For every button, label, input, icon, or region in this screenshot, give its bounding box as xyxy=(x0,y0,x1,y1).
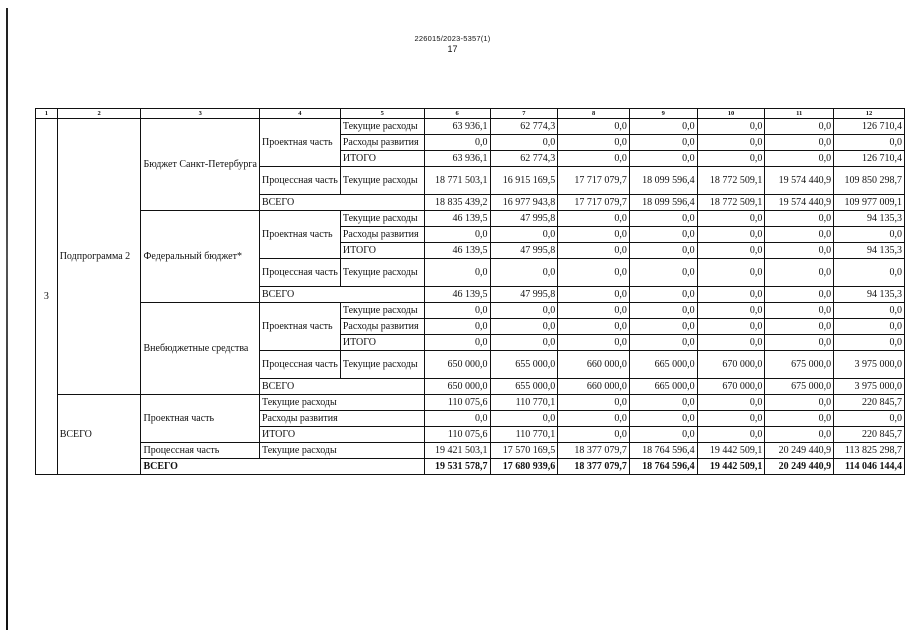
value-cell: 16 915 169,5 xyxy=(490,167,558,195)
value-cell: 46 139,5 xyxy=(424,243,490,259)
value-cell: 17 570 169,5 xyxy=(490,443,558,459)
value-cell: 660 000,0 xyxy=(558,379,630,395)
value-cell: 0,0 xyxy=(697,411,765,427)
value-cell: 46 139,5 xyxy=(424,211,490,227)
value-cell: 0,0 xyxy=(765,211,834,227)
value-cell: 0,0 xyxy=(629,119,697,135)
value-cell: 18 099 596,4 xyxy=(629,167,697,195)
column-number: 4 xyxy=(259,109,340,119)
value-cell: 126 710,4 xyxy=(834,151,905,167)
total-label: ВСЕГО xyxy=(57,395,141,475)
value-cell: 0,0 xyxy=(697,395,765,411)
subprogram-label: Подпрограмма 2 xyxy=(57,119,141,395)
table-row xyxy=(36,395,905,411)
value-cell: 94 135,3 xyxy=(834,287,905,303)
value-cell: 0,0 xyxy=(629,303,697,319)
value-cell: 0,0 xyxy=(490,227,558,243)
value-cell: 0,0 xyxy=(558,319,630,335)
column-number: 9 xyxy=(629,109,697,119)
item-label: ИТОГО xyxy=(340,335,424,351)
value-cell: 220 845,7 xyxy=(834,427,905,443)
value-cell: 670 000,0 xyxy=(697,351,765,379)
value-cell: 0,0 xyxy=(424,259,490,287)
vsego-label: ВСЕГО xyxy=(259,195,424,211)
value-cell: 114 046 144,4 xyxy=(834,459,905,475)
column-number: 5 xyxy=(340,109,424,119)
value-cell: 63 936,1 xyxy=(424,151,490,167)
part-label: Процессная часть xyxy=(259,167,340,195)
value-cell: 19 531 578,7 xyxy=(424,459,490,475)
value-cell: 0,0 xyxy=(558,335,630,351)
value-cell: 0,0 xyxy=(834,259,905,287)
value-cell: 18 764 596,4 xyxy=(629,459,697,475)
value-cell: 62 774,3 xyxy=(490,119,558,135)
source-label: Бюджет Санкт-Петербурга xyxy=(141,119,259,211)
value-cell: 0,0 xyxy=(558,243,630,259)
part-label: Процессная часть xyxy=(259,259,340,287)
value-cell: 0,0 xyxy=(765,335,834,351)
item-label: Текущие расходы xyxy=(259,395,424,411)
value-cell: 110 075,6 xyxy=(424,395,490,411)
value-cell: 0,0 xyxy=(629,243,697,259)
value-cell: 19 442 509,1 xyxy=(697,443,765,459)
column-number: 1 xyxy=(36,109,58,119)
value-cell: 0,0 xyxy=(629,395,697,411)
value-cell: 0,0 xyxy=(558,395,630,411)
part-label: Проектная часть xyxy=(141,395,259,443)
value-cell: 0,0 xyxy=(490,303,558,319)
source-label: Федеральный бюджет* xyxy=(141,211,259,303)
value-cell: 0,0 xyxy=(697,119,765,135)
item-label: Текущие расходы xyxy=(340,259,424,287)
table-row xyxy=(36,109,905,119)
value-cell: 0,0 xyxy=(629,211,697,227)
value-cell: 650 000,0 xyxy=(424,379,490,395)
value-cell: 670 000,0 xyxy=(697,379,765,395)
value-cell: 0,0 xyxy=(765,395,834,411)
value-cell: 0,0 xyxy=(558,287,630,303)
item-label: Текущие расходы xyxy=(340,119,424,135)
value-cell: 650 000,0 xyxy=(424,351,490,379)
item-label: Расходы развития xyxy=(259,411,424,427)
value-cell: 0,0 xyxy=(490,319,558,335)
value-cell: 0,0 xyxy=(765,319,834,335)
value-cell: 0,0 xyxy=(629,227,697,243)
value-cell: 0,0 xyxy=(697,335,765,351)
column-number: 2 xyxy=(57,109,141,119)
grand-total-label: ВСЕГО xyxy=(141,459,424,475)
item-label: Расходы развития xyxy=(340,227,424,243)
item-label: Расходы развития xyxy=(340,319,424,335)
row-number: 3 xyxy=(36,119,58,475)
value-cell: 220 845,7 xyxy=(834,395,905,411)
value-cell: 0,0 xyxy=(697,243,765,259)
value-cell: 46 139,5 xyxy=(424,287,490,303)
value-cell: 17 717 079,7 xyxy=(558,195,630,211)
value-cell: 0,0 xyxy=(558,303,630,319)
value-cell: 0,0 xyxy=(558,151,630,167)
value-cell: 0,0 xyxy=(558,119,630,135)
item-label: ИТОГО xyxy=(259,427,424,443)
value-cell: 94 135,3 xyxy=(834,211,905,227)
value-cell: 110 770,1 xyxy=(490,427,558,443)
value-cell: 3 975 000,0 xyxy=(834,379,905,395)
value-cell: 0,0 xyxy=(629,151,697,167)
scan-edge-shadow xyxy=(6,8,8,630)
source-label: Внебюджетные средства xyxy=(141,303,259,395)
document-number: 226015/2023-5357(1) xyxy=(414,34,491,43)
value-cell: 0,0 xyxy=(490,135,558,151)
table-row xyxy=(36,119,905,135)
vsego-label: ВСЕГО xyxy=(259,379,424,395)
value-cell: 665 000,0 xyxy=(629,379,697,395)
item-label: Текущие расходы xyxy=(340,167,424,195)
value-cell: 0,0 xyxy=(629,427,697,443)
value-cell: 0,0 xyxy=(834,335,905,351)
item-label: ИТОГО xyxy=(340,243,424,259)
item-label: Текущие расходы xyxy=(340,303,424,319)
value-cell: 0,0 xyxy=(424,335,490,351)
value-cell: 665 000,0 xyxy=(629,351,697,379)
column-number: 8 xyxy=(558,109,630,119)
table-row xyxy=(36,211,905,227)
value-cell: 18 772 509,1 xyxy=(697,167,765,195)
part-label: Проектная часть xyxy=(259,211,340,259)
value-cell: 0,0 xyxy=(697,427,765,443)
value-cell: 0,0 xyxy=(629,411,697,427)
column-number: 3 xyxy=(141,109,259,119)
value-cell: 0,0 xyxy=(765,287,834,303)
value-cell: 62 774,3 xyxy=(490,151,558,167)
value-cell: 0,0 xyxy=(697,151,765,167)
value-cell: 18 377 079,7 xyxy=(558,459,630,475)
value-cell: 0,0 xyxy=(629,319,697,335)
value-cell: 0,0 xyxy=(424,135,490,151)
item-label: ИТОГО xyxy=(340,151,424,167)
value-cell: 0,0 xyxy=(765,303,834,319)
value-cell: 20 249 440,9 xyxy=(765,459,834,475)
value-cell: 17 680 939,6 xyxy=(490,459,558,475)
value-cell: 0,0 xyxy=(697,259,765,287)
value-cell: 0,0 xyxy=(629,335,697,351)
vsego-label: ВСЕГО xyxy=(259,287,424,303)
value-cell: 0,0 xyxy=(697,319,765,335)
value-cell: 19 574 440,9 xyxy=(765,167,834,195)
value-cell: 0,0 xyxy=(765,243,834,259)
value-cell: 0,0 xyxy=(629,259,697,287)
value-cell: 0,0 xyxy=(558,227,630,243)
value-cell: 0,0 xyxy=(834,303,905,319)
value-cell: 0,0 xyxy=(765,119,834,135)
budget-table xyxy=(35,108,905,475)
column-number: 11 xyxy=(765,109,834,119)
value-cell: 0,0 xyxy=(490,259,558,287)
value-cell: 0,0 xyxy=(765,411,834,427)
item-label: Расходы развития xyxy=(340,135,424,151)
value-cell: 63 936,1 xyxy=(424,119,490,135)
value-cell: 0,0 xyxy=(834,411,905,427)
value-cell: 0,0 xyxy=(834,319,905,335)
table-row xyxy=(36,443,905,459)
value-cell: 0,0 xyxy=(629,135,697,151)
value-cell: 0,0 xyxy=(490,411,558,427)
value-cell: 0,0 xyxy=(765,259,834,287)
value-cell: 0,0 xyxy=(558,411,630,427)
document-header xyxy=(0,34,905,55)
value-cell: 0,0 xyxy=(765,135,834,151)
value-cell: 0,0 xyxy=(424,319,490,335)
part-label: Процессная часть xyxy=(259,351,340,379)
table-row xyxy=(36,303,905,319)
column-number: 10 xyxy=(697,109,765,119)
value-cell: 655 000,0 xyxy=(490,351,558,379)
value-cell: 47 995,8 xyxy=(490,243,558,259)
value-cell: 94 135,3 xyxy=(834,243,905,259)
value-cell: 110 770,1 xyxy=(490,395,558,411)
column-number: 12 xyxy=(834,109,905,119)
value-cell: 3 975 000,0 xyxy=(834,351,905,379)
value-cell: 18 771 503,1 xyxy=(424,167,490,195)
value-cell: 126 710,4 xyxy=(834,119,905,135)
value-cell: 0,0 xyxy=(697,135,765,151)
value-cell: 655 000,0 xyxy=(490,379,558,395)
value-cell: 0,0 xyxy=(558,211,630,227)
value-cell: 113 825 298,7 xyxy=(834,443,905,459)
column-number: 6 xyxy=(424,109,490,119)
value-cell: 19 421 503,1 xyxy=(424,443,490,459)
item-label: Текущие расходы xyxy=(340,211,424,227)
part-label: Процессная часть xyxy=(141,443,259,459)
value-cell: 19 574 440,9 xyxy=(765,195,834,211)
value-cell: 47 995,8 xyxy=(490,211,558,227)
value-cell: 20 249 440,9 xyxy=(765,443,834,459)
part-label: Проектная часть xyxy=(259,119,340,167)
value-cell: 0,0 xyxy=(834,227,905,243)
value-cell: 0,0 xyxy=(765,151,834,167)
value-cell: 109 977 009,1 xyxy=(834,195,905,211)
value-cell: 16 977 943,8 xyxy=(490,195,558,211)
value-cell: 18 099 596,4 xyxy=(629,195,697,211)
value-cell: 19 442 509,1 xyxy=(697,459,765,475)
value-cell: 675 000,0 xyxy=(765,351,834,379)
value-cell: 675 000,0 xyxy=(765,379,834,395)
item-label: Текущие расходы xyxy=(259,443,424,459)
value-cell: 18 764 596,4 xyxy=(629,443,697,459)
value-cell: 18 377 079,7 xyxy=(558,443,630,459)
value-cell: 0,0 xyxy=(490,335,558,351)
value-cell: 660 000,0 xyxy=(558,351,630,379)
value-cell: 18 772 509,1 xyxy=(697,195,765,211)
value-cell: 110 075,6 xyxy=(424,427,490,443)
value-cell: 0,0 xyxy=(424,411,490,427)
value-cell: 0,0 xyxy=(558,259,630,287)
value-cell: 109 850 298,7 xyxy=(834,167,905,195)
value-cell: 47 995,8 xyxy=(490,287,558,303)
column-number: 7 xyxy=(490,109,558,119)
value-cell: 0,0 xyxy=(424,227,490,243)
value-cell: 0,0 xyxy=(629,287,697,303)
value-cell: 0,0 xyxy=(424,303,490,319)
part-label: Проектная часть xyxy=(259,303,340,351)
item-label: Текущие расходы xyxy=(340,351,424,379)
value-cell: 0,0 xyxy=(697,287,765,303)
value-cell: 0,0 xyxy=(697,227,765,243)
value-cell: 0,0 xyxy=(697,303,765,319)
value-cell: 0,0 xyxy=(765,227,834,243)
value-cell: 0,0 xyxy=(834,135,905,151)
value-cell: 18 835 439,2 xyxy=(424,195,490,211)
table-row xyxy=(36,459,905,475)
page-number: 17 xyxy=(447,44,458,54)
value-cell: 0,0 xyxy=(697,211,765,227)
value-cell: 0,0 xyxy=(558,135,630,151)
value-cell: 0,0 xyxy=(558,427,630,443)
value-cell: 17 717 079,7 xyxy=(558,167,630,195)
value-cell: 0,0 xyxy=(765,427,834,443)
